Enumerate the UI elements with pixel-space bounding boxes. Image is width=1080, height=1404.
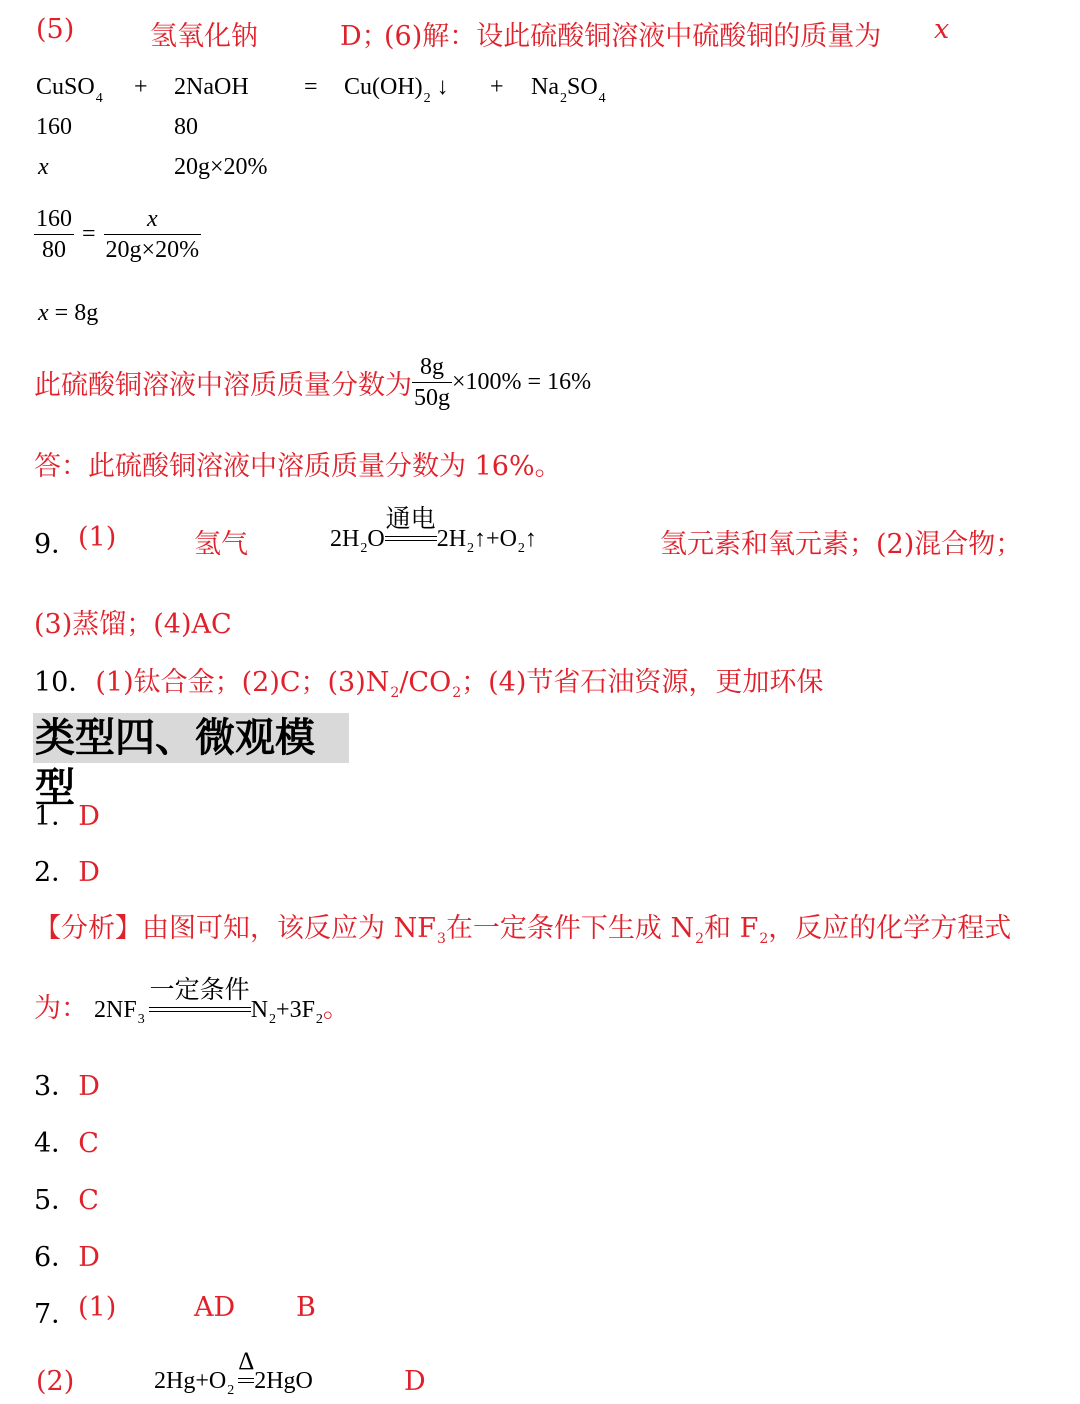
part-1-answer-b: B: [296, 1292, 316, 1323]
part-6-statement: (6)解：设此硫酸铜溶液中硫酸铜的质量为: [384, 21, 882, 52]
answer-line: 答：此硫酸铜溶液中溶质质量分数为 16%。: [34, 451, 562, 482]
mercury-oxide-equation: $2Hg+O_2$ Δ 2HgO: [154, 1348, 313, 1398]
list-item: 1．D: [34, 801, 100, 832]
fraction-right: $\frac{x}{20g\times 20\%}$: [105, 206, 200, 263]
question-9-line-2: (3)蒸馏；(4)AC: [34, 609, 232, 640]
list-item: 5．C: [34, 1185, 99, 1216]
equals-sign: =: [304, 74, 318, 100]
mass-fraction-text: 此硫酸铜溶液中溶质质量分数为: [34, 370, 412, 401]
part-1-label: (1): [78, 1292, 117, 1323]
section-heading: 类型四、微观模型: [33, 713, 349, 763]
part-1-answer: 氢气: [194, 529, 248, 560]
analysis-line-2: 为： $2NF_3$ 一定条件 $N_2+3F_2$。: [34, 977, 350, 1027]
answer: (1)钛合金；(2)C；$(3)N_2/CO_2$；(4)节省石油资源，更加环保: [95, 667, 824, 701]
part-1-answer-a: AD: [194, 1292, 236, 1323]
question-number: 9．: [34, 529, 79, 560]
plus-sign: +: [134, 74, 148, 100]
plus-sign: +: [490, 74, 504, 100]
part-1-label: (1): [78, 522, 117, 553]
answer-d: D；: [340, 21, 389, 52]
list-item: 3．D: [34, 1071, 100, 1102]
mass-naoh: 20g×20%: [174, 154, 268, 180]
list-item: 6．D: [34, 1242, 100, 1273]
proportion-equation: $\frac{160}{80}$ = $\frac{x}{20g\times 20\%}$: [36, 206, 200, 263]
question-10: [34, 660, 823, 699]
question-number: 7．: [34, 1299, 79, 1330]
part-1-answer-b: 氢元素和氧元素；(2)混合物；: [660, 529, 1023, 560]
mass-x: x: [38, 154, 49, 180]
fraction-left: $\frac{160}{80}$: [36, 206, 72, 263]
formula-na2so4: $Na_2SO_4$: [531, 74, 606, 106]
part-5-label: (5): [36, 14, 75, 45]
list-item: 4．C: [34, 1128, 99, 1159]
variable-x: x: [934, 14, 950, 45]
list-item: 2．D: [34, 857, 100, 888]
molar-mass-cuso4: 160: [36, 114, 72, 140]
analysis-line-1: 【分析】由图可知，该反应为 $NF_3$在一定条件下生成 $N_2$和 $F_2$，反应的化学方程式: [34, 913, 1012, 947]
part-2-label: (2): [36, 1366, 75, 1397]
formula-cuso4: CuSO$_4$: [36, 74, 103, 106]
decomposition-equation: $2NF_3$ 一定条件 $N_2+3F_2$: [94, 977, 323, 1027]
formula-naoh: 2NaOH: [174, 74, 249, 100]
mass-fraction-line: 此硫酸铜溶液中溶质质量分数为 $\frac{8g}{50g}$ ×100% = 16%: [34, 354, 592, 411]
part-2-answer: D: [404, 1366, 426, 1397]
electrolysis-equation: $2H_2O$ 通电 $2H_2↑+O_2↑$: [330, 506, 537, 556]
question-number: 10．: [34, 667, 96, 698]
formula-cuoh2: $Cu(OH)_2$ ↓: [344, 74, 449, 106]
precipitate-arrow-icon: ↓: [436, 74, 449, 100]
heat-icon: Δ: [238, 1348, 255, 1375]
part-5-answer: 氢氧化钠: [150, 21, 258, 52]
mass-fraction-fraction: $\frac{8g}{50g}$: [414, 354, 450, 411]
molar-mass-naoh: 80: [174, 114, 198, 140]
